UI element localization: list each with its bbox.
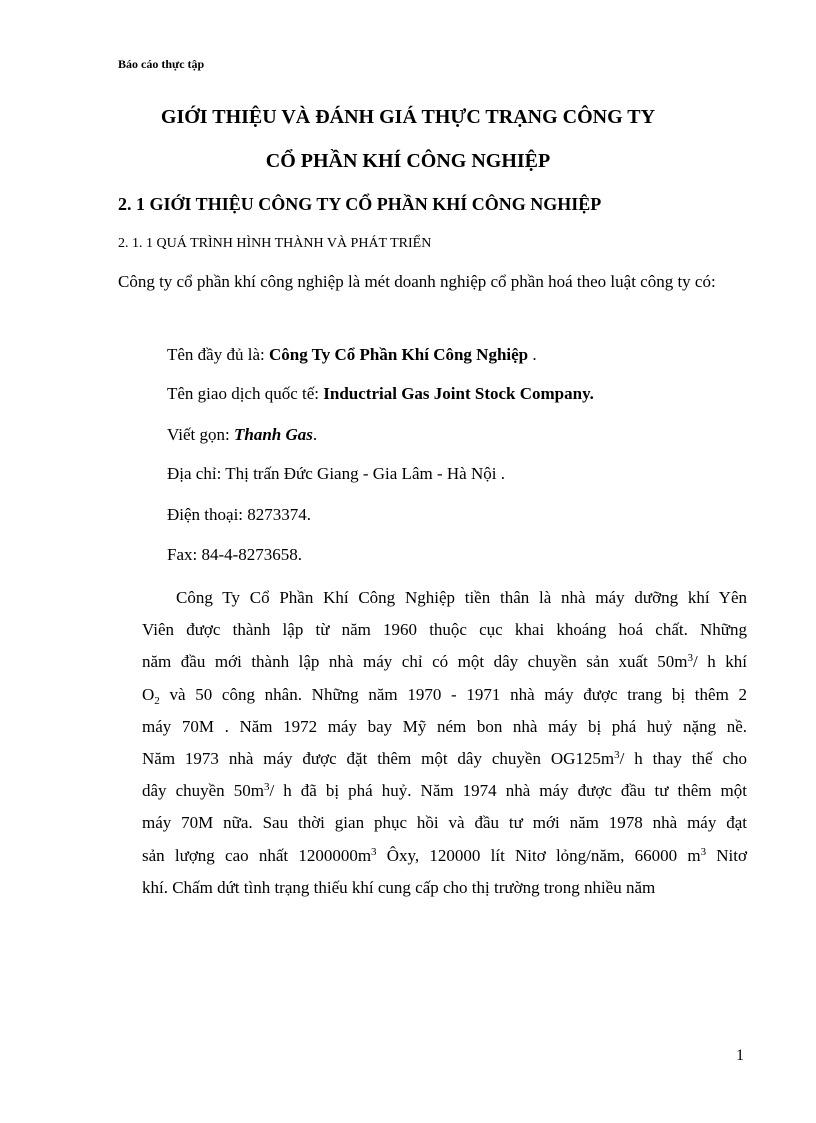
company-address: Địa chỉ: Thị trấn Đức Giang - Gia Lâm - Hà Nội . (167, 464, 505, 483)
section-heading: 2. 1 GIỚI THIỆU CÔNG TY CỔ PHẦN KHÍ CÔNG NGHIỆP (118, 194, 602, 214)
page-number: 1 (736, 1047, 744, 1064)
history-paragraph (142, 582, 747, 904)
history-line: Công Ty Cổ Phần Khí Công Nghiệp tiền thân là nhà máy dưỡng khí Yên (176, 588, 747, 607)
fullname-suffix: . (528, 345, 537, 364)
history-line: Viên được thành lập từ năm 1960 thuộc cục khai khoáng hoá chất. Những (142, 620, 747, 640)
short-suffix: . (312, 425, 318, 444)
trade-value: Inductrial Gas Joint Stock Company. (323, 384, 594, 403)
trade-label: Tên giao dịch quốc tế: (167, 384, 324, 403)
fullname-label: Tên đầy đủ là: (167, 345, 269, 364)
short-value: Thanh Gas (233, 425, 313, 444)
fullname-value: Công Ty Cổ Phần Khí Công Nghiệp (268, 345, 529, 364)
history-line: dây chuyền $50m^3/$ h đã bị phá huỷ. Năm 1974 nhà máy được đầu tư thêm một (142, 781, 747, 801)
history-line: Năm 1973 nhà máy được đặt thêm một dây chuyền $OG125m^3/$ h thay thế cho (142, 749, 747, 769)
subsection-heading: 2. 1. 1 QUÁ TRÌNH HÌNH THÀNH VÀ PHÁT TRIỂN (118, 236, 432, 251)
company-short-name (167, 425, 317, 445)
history-line: $O_2$ và 50 công nhân. Những năm 1970 - 1971 nhà máy được trang bị thêm 2 (142, 684, 747, 707)
history-line: sản lượng cao nhất $1200000m^3$ Ôxy, 120000 lít Nitơ lỏng/năm, 66000 $m^3$ Nitơ (142, 845, 747, 865)
history-line: máy 70M nữa. Sau thời gian phục hồi và đầu tư mới năm 1978 nhà máy đạt (142, 813, 747, 833)
company-trade-name (167, 384, 594, 404)
intro-paragraph: Công ty cổ phần khí công nghiệp là mét doanh nghiệp cổ phần hoá theo luật công ty có: (118, 272, 716, 291)
short-label: Viết gọn: (167, 425, 234, 444)
company-phone: Điện thoại: 8273374. (167, 505, 312, 524)
document-title-line-1: GIỚI THIỆU VÀ ĐÁNH GIÁ THỰC TRẠNG CÔNG TY (160, 106, 656, 128)
running-header: Báo cáo thực tập (118, 57, 205, 71)
history-line: năm đầu mới thành lập nhà máy chỉ có một dây chuyền sản xuất $50m^3/$ h khí (142, 652, 747, 672)
history-line: khí. Chấm dứt tình trạng thiếu khí cung cấp cho thị trường trong nhiều năm (142, 877, 656, 897)
document-title-line-2: CỔ PHẦN KHÍ CÔNG NGHIỆP (265, 150, 551, 172)
company-fullname (167, 345, 537, 365)
company-fax: Fax: 84-4-8273658. (167, 545, 303, 564)
history-line: máy 70M . Năm 1972 máy bay Mỹ ném bon nhà máy bị phá huỷ nặng nề. (142, 716, 747, 736)
